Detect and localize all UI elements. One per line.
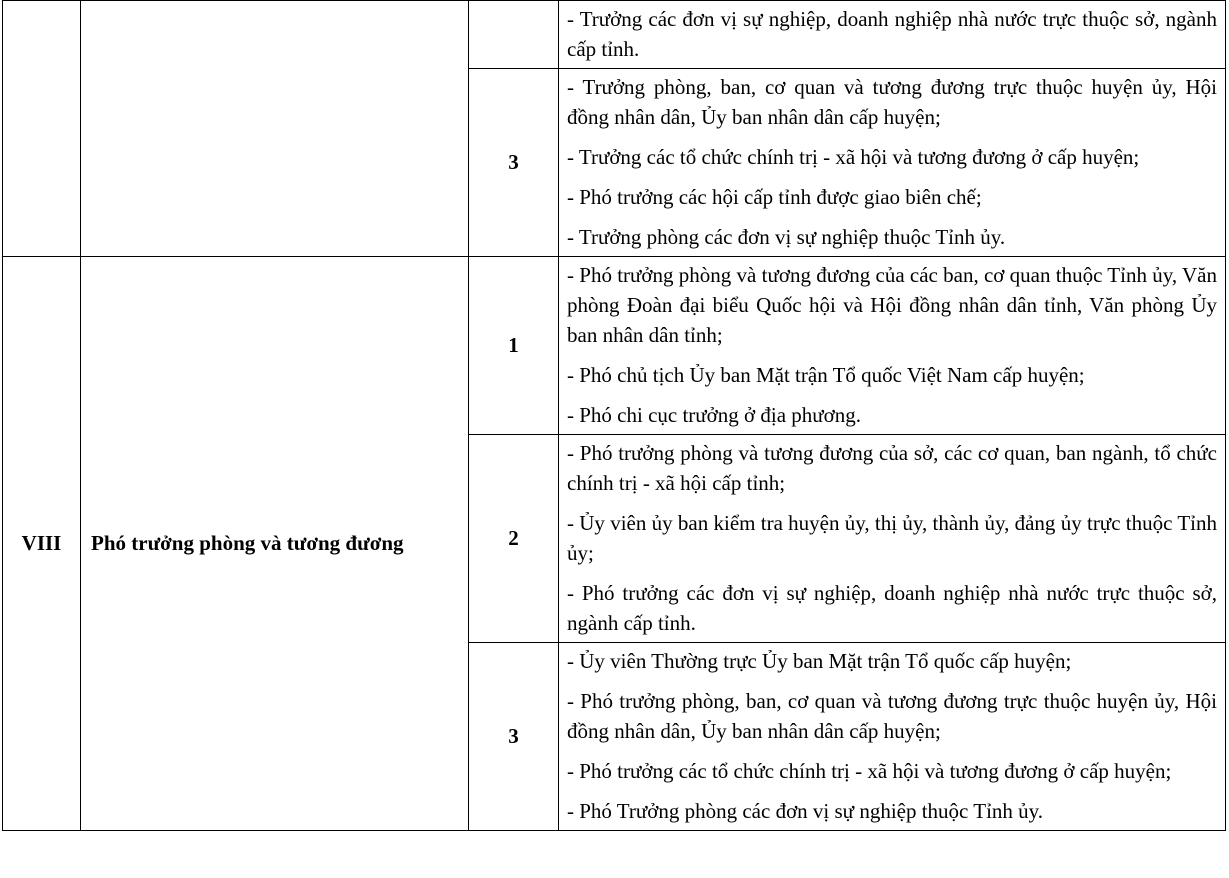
list-item: - Trưởng phòng các đơn vị sự nghiệp thuộc Tỉnh ủy.	[567, 225, 1006, 249]
roman-cell-empty	[3, 1, 81, 257]
items-cell	[559, 643, 1226, 831]
list-item: - Ủy viên Thường trực Ủy ban Mặt trận Tổ quốc cấp huyện;	[567, 649, 1072, 673]
title-cell-empty	[81, 1, 469, 257]
items-cell	[559, 69, 1226, 257]
items-cell	[559, 435, 1226, 643]
items-cell	[559, 1, 1226, 69]
list-item: - Phó trưởng phòng và tương đương của sở, các cơ quan, ban ngành, tổ chức chính trị - xã hội cấp tỉnh;	[567, 441, 1217, 495]
list-item: - Trưởng các tổ chức chính trị - xã hội và tương đương ở cấp huyện;	[567, 145, 1140, 169]
group-number: 3	[469, 69, 559, 257]
list-item: - Phó trưởng phòng và tương đương của các ban, cơ quan thuộc Tỉnh ủy, Văn phòng Đoàn đại biểu Quốc hội và Hội đồng nhân dân tỉnh, Văn phòng Ủy ban nhân dân tỉnh;	[567, 263, 1217, 347]
list-item: - Phó trưởng các hội cấp tỉnh được giao biên chế;	[567, 185, 982, 209]
list-item: - Phó Trưởng phòng các đơn vị sự nghiệp thuộc Tỉnh ủy.	[567, 799, 1044, 823]
section-title: Phó trưởng phòng và tương đương	[81, 257, 469, 831]
group-number: 2	[469, 435, 559, 643]
list-item: - Phó trưởng phòng, ban, cơ quan và tương đương trực thuộc huyện ủy, Hội đồng nhân dân, Ủy ban nhân dân cấp huyện;	[567, 689, 1217, 743]
list-item: - Phó chủ tịch Ủy ban Mặt trận Tổ quốc Việt Nam cấp huyện;	[567, 363, 1085, 387]
list-item: - Phó trưởng các tổ chức chính trị - xã hội và tương đương ở cấp huyện;	[567, 759, 1172, 783]
list-item: - Trưởng các đơn vị sự nghiệp, doanh nghiệp nhà nước trực thuộc sở, ngành cấp tỉnh.	[567, 7, 1217, 61]
rank-table	[2, 0, 1226, 831]
group-number: 3	[469, 643, 559, 831]
section-roman-numeral: VIII	[3, 257, 81, 831]
list-item: - Ủy viên ủy ban kiểm tra huyện ủy, thị ủy, thành ủy, đảng ủy trực thuộc Tỉnh ủy;	[567, 511, 1217, 565]
group-number: 1	[469, 257, 559, 435]
table-row	[3, 257, 1226, 435]
list-item: - Trưởng phòng, ban, cơ quan và tương đương trực thuộc huyện ủy, Hội đồng nhân dân, Ủy ban nhân dân cấp huyện;	[567, 75, 1217, 129]
items-cell	[559, 257, 1226, 435]
list-item: - Phó trưởng các đơn vị sự nghiệp, doanh nghiệp nhà nước trực thuộc sở, ngành cấp tỉnh.	[567, 581, 1217, 635]
table-row	[3, 1, 1226, 69]
list-item: - Phó chi cục trưởng ở địa phương.	[567, 403, 862, 427]
number-cell-empty	[469, 1, 559, 69]
